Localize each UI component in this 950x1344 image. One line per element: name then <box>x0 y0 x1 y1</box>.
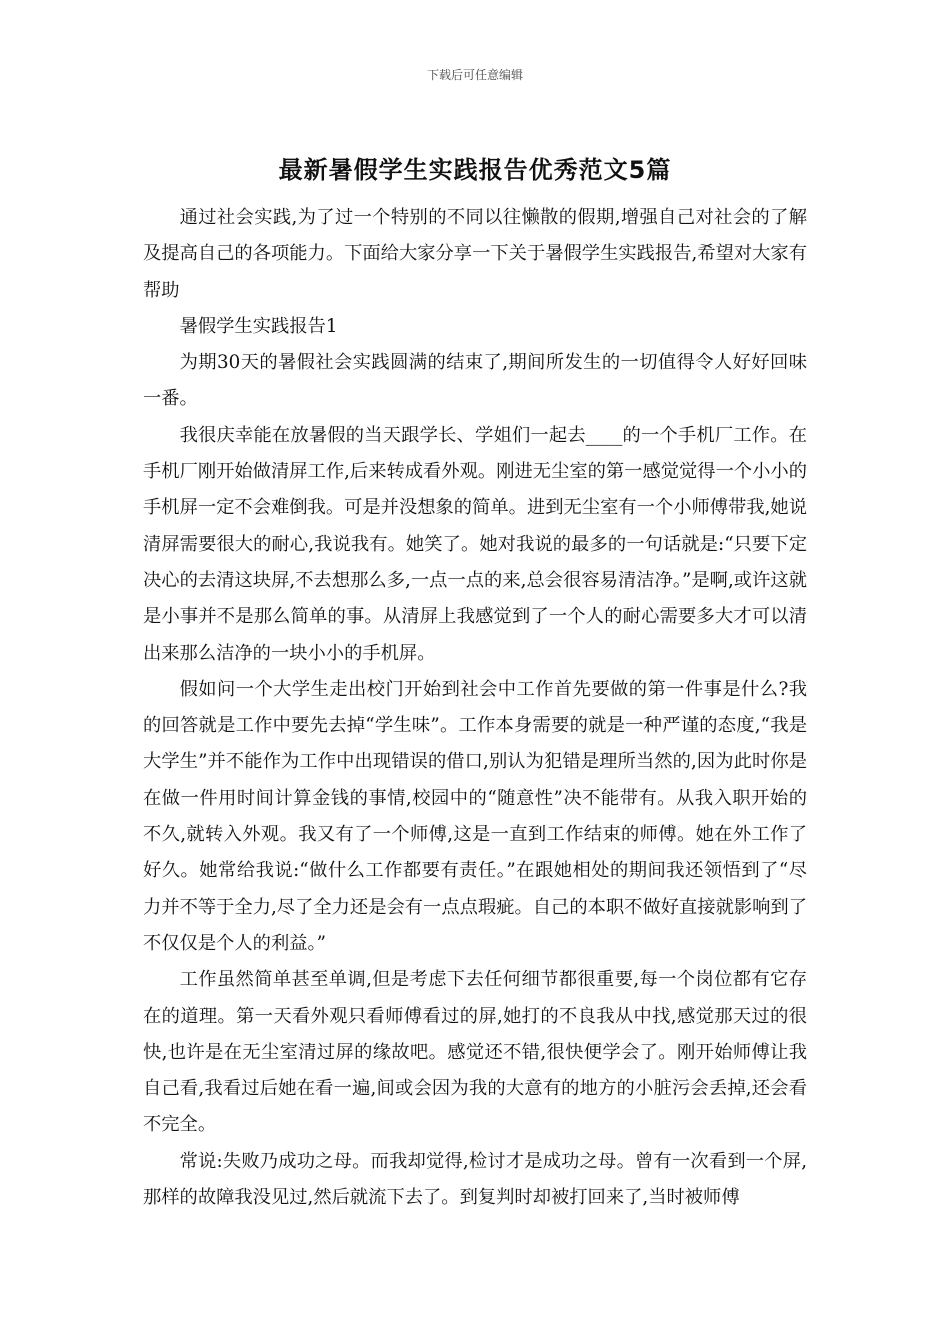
page-title: 最新暑假学生实践报告优秀范文5篇 <box>278 156 672 184</box>
body-paragraph: 工作虽然简单甚至单调,但是考虑下去任何细节都很重要,每一个岗位都有它存在的道理。第一天看外观只看师傅看过的屏,她打的不良我从中找,感觉那天过的很快,也许是在无尘室清过屏的缘故吧。感觉还不错,很快便学会了。刚开始师傅让我自己看,我看过后她在看一遍,间或会因为我的大意有的地方的小脏污会丢掉,还会看不完全。 <box>143 969 807 1136</box>
body-paragraph: 为期30天的暑假社会实践圆满的结束了,期间所发生的一切值得令人好好回味一番。 <box>143 352 807 410</box>
body-paragraph: 我很庆幸能在放暑假的当天跟学长、学姐们一起去____的一个手机厂工作。在手机厂刚开始做清屏工作,后来转成看外观。刚进无尘室的第一感觉觉得一个小小的手机屏一定不会难倒我。可是并没想象的简单。进到无尘室有一个小师傅带我,她说清屏需要很大的耐心,我说我有。她笑了。她对我说的最多的一句话就是:“只要下定决心的去清这块屏,不去想那么多,一点一点的来,总会很容易清洁净。”是啊,或许这就是小事并不是那么简单的事。从清屏上我感觉到了一个人的耐心需要多大才可以清出来那么洁净的一块小小的手机屏。 <box>143 424 807 664</box>
intro-paragraph: 通过社会实践,为了过一个特别的不同以往懒散的假期,增强自己对社会的了解及提高自己的各项能力。下面给大家分享一下关于暑假学生实践报告,希望对大家有帮助 <box>143 207 807 301</box>
section-heading: 暑假学生实践报告1 <box>179 315 338 337</box>
header-note: 下载后可任意编辑 <box>426 68 523 82</box>
body-paragraph: 常说:失败乃成功之母。而我却觉得,检讨才是成功之母。曾有一次看到一个屏,那样的故障我没见过,然后就流下去了。到复判时却被打回来了,当时被师傅 <box>143 1150 807 1209</box>
document-body <box>143 200 807 1216</box>
body-paragraph: 假如问一个大学生走出校门开始到社会中工作首先要做的第一件事是什么?我的回答就是工作中要先去掉“学生味”。工作本身需要的就是一种严谨的态度,“我是大学生”并不能作为工作中出现错误的借口,别认为犯错是理所当然的,因为此时你是在做一件用时间计算金钱的事情,校园中的“随意性”决不能带有。从我入职开始的不久,就转入外观。我又有了一个师傅,这是一直到工作结束的师傅。她在外工作了好久。她常给我说:“做什么工作都要有责任。”在跟她相处的期间我还领悟到了“尽力并不等于全力,尽了全力还是会有一点点瑕疵。自己的本职不做好直接就影响到了不仅仅是个人的利益。” <box>143 678 807 954</box>
